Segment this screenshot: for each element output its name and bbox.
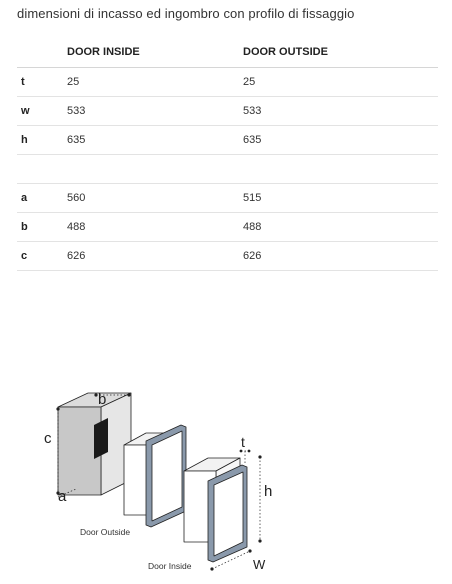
fridge-door-outside — [124, 425, 186, 527]
row-outside-value: 533 — [243, 97, 438, 126]
table-row-spacer — [17, 155, 438, 184]
table-row — [17, 184, 438, 213]
row-key — [17, 155, 67, 184]
label-a: a — [58, 488, 67, 505]
table-row — [17, 97, 438, 126]
row-inside-value: 635 — [67, 126, 243, 155]
table-row — [17, 68, 438, 97]
niche-opening — [94, 418, 108, 459]
label-h: h — [264, 483, 273, 500]
row-outside-value: 515 — [243, 184, 438, 213]
row-outside-value: 25 — [243, 68, 438, 97]
row-key: b — [17, 213, 67, 242]
label-c: c — [44, 430, 52, 447]
table-header-row — [17, 37, 438, 68]
row-outside-value: 635 — [243, 126, 438, 155]
row-key: a — [17, 184, 67, 213]
table-row — [17, 126, 438, 155]
row-inside-value: 488 — [67, 213, 243, 242]
row-inside-value — [67, 155, 243, 184]
row-key: t — [17, 68, 67, 97]
installation-diagram — [36, 385, 296, 575]
caption-door-outside: Door Outside — [80, 527, 131, 537]
row-key: c — [17, 242, 67, 271]
row-key: w — [17, 97, 67, 126]
row-inside-value: 560 — [67, 184, 243, 213]
row-outside-value: 626 — [243, 242, 438, 271]
label-b: b — [98, 391, 107, 408]
row-outside-value: 488 — [243, 213, 438, 242]
fridge-door-inside — [184, 458, 247, 562]
dimensions-table — [17, 37, 438, 271]
row-inside-value: 626 — [67, 242, 243, 271]
table-row — [17, 242, 438, 271]
row-key: h — [17, 126, 67, 155]
header-door-inside: DOOR INSIDE — [67, 37, 243, 68]
header-door-outside: DOOR OUTSIDE — [243, 37, 438, 68]
label-t: t — [241, 434, 245, 450]
caption-door-inside: Door Inside — [148, 561, 192, 571]
header-blank — [17, 37, 67, 68]
page-caption: dimensioni di incasso ed ingombro con profilo di fissaggio — [17, 6, 355, 21]
frame-profile-outside-inner — [152, 431, 182, 521]
table-row — [17, 213, 438, 242]
row-inside-value: 25 — [67, 68, 243, 97]
row-inside-value: 533 — [67, 97, 243, 126]
label-w: W — [253, 557, 266, 572]
cabinet-niche — [58, 393, 131, 495]
row-outside-value — [243, 155, 438, 184]
frame-profile-inside-inner — [214, 472, 243, 556]
